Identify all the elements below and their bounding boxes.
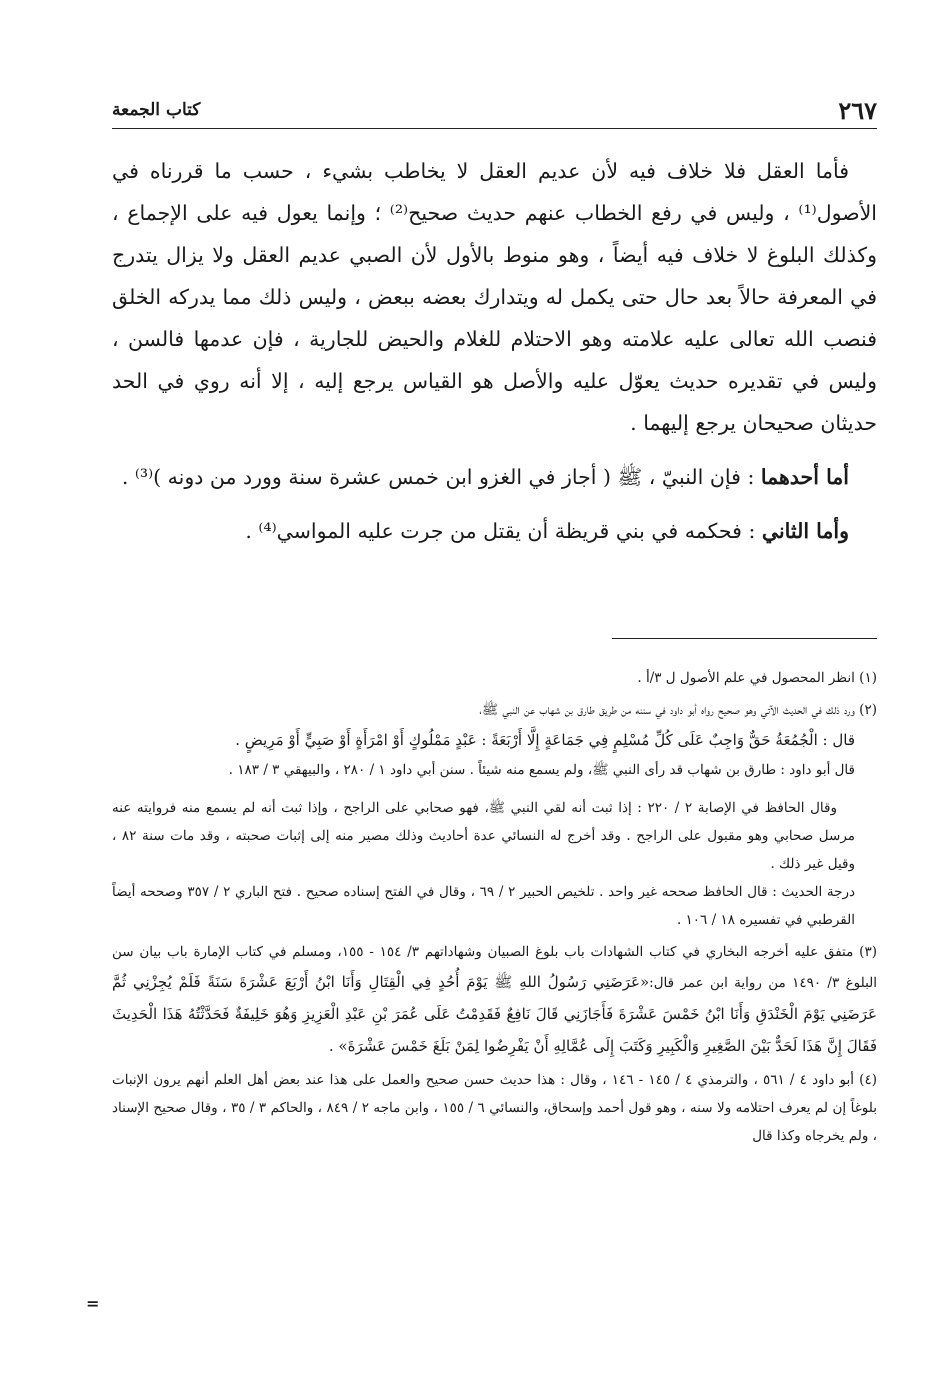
footnote-3 [112, 938, 877, 1062]
first-hadith-lead: أما أحدهما [760, 465, 849, 489]
footnote-3-hadith: «عَرَضَنِي رَسُولُ اللهِ ﷺ يَوْمَ أُحُدٍ فِي الْقِتَالِ وَأَنَا ابْنُ أَرْبَعَ عَشْرَةَ سَنَةً فَلَمْ يُجِزْنِي ثُمَّ عَرَضَنِي يَوْمَ الْخَنْدَقِ وَأَنَا ابْنُ خَمْسَ عَشْرَةَ فَأَجَازَنِي قَالَ نَافِعٌ فَقَدِمْتُ عَلَى عُمَرَ بْنِ عَبْدِ الْعَزِيزِ وَهُوَ خَلِيفَةٌ فَحَدَّثْتُهُ هَذَا الْحَدِيثَ فَقَالَ إِنَّ هَذَا لَحَدٌّ بَيْنَ الصَّغِيرِ وَالْكَبِيرِ وَكَتَبَ إِلَى عُمَّالِهِ أَنْ يَفْرِضُوا لِمَنْ بَلَغَ خَمْسَ عَشْرَةَ» . [112, 973, 877, 1055]
footnote-4-text: (٤) أبو داود ٤ / ٥٦١ ، والترمذي ٤ / ١٤٥ - ١٤٦ ، وقال : هذا حديث حسن صحيح والعمل على هذا عند بعض أهل العلم أنهم يرون الإنبات بلوغاً إن لم يعرف احتلامه ولا سنه ، وهو قول أحمد وإسحاق، والنسائي ٦ / ١٥٥ ، وابن ماجه ٢ / ٨٤٩ ، والحاكم ٣ / ٣٥ ، وقال صحيح الإسناد ، ولم يخرجاه وكذا قال [112, 1072, 877, 1144]
footnote-2-grade: درجة الحديث : قال الحافظ صححه غير واحد . تلخيص الحبير ٢ / ٦٩ ، وقال في الفتح إسناده صحيح . فتح الباري ٢ / ٣٥٧ وصححه أيضاً القرطبي في تفسيره ١٨ / ١٠٦ . [112, 884, 856, 928]
second-hadith-lead: وأما الثاني [761, 519, 849, 543]
paragraph-reason-and-puberty: فأما العقل فلا خلاف فيه لأن عديم العقل لا يخاطب بشيء ، حسب ما قررناه في الأصول⁽¹⁾ ، وليس في رفع الخطاب عنهم حديث صحيح⁽²⁾ ؛ وإنما يعول فيه على الإجماع ، وكذلك البلوغ لا خلاف فيه أيضاً ، وهو منوط بالأول لأن الصبي عديم العقل ولا يزال يتدرج في المعرفة حالاً بعد حال حتى يكمل له ويتدارك بعضه ببعض ، وليس ذلك مما يدركه الخلق فنصب الله تعالى عليه علامته وهو الاحتلام للغلام والحيض للجارية ، فإن عدمها فالسن ، وليس في تقديره حديث يعوّل عليه والأصل هو القياس يرجع إليه ، إلا أنه روي في الحد حديثان صحيحان يرجع إليهما . [112, 159, 877, 435]
second-hadith-text: : فحكمه في بني قريظة أن يقتل من جرت عليه المواسي⁽⁴⁾ . [245, 519, 762, 543]
footnote-2-hadith: قال : الْجُمُعَةُ حَقٌّ وَاجِبٌ عَلَى كُلِّ مُسْلِمٍ فِي جَمَاعَةٍ إِلَّا أَرْبَعَةً : عَبْدٍ مَمْلُوكٍ أَوْ امْرَأَةٍ أَوْ صَبِيٍّ أَوْ مَرِيضٍ . [235, 731, 855, 749]
footnote-3-text [112, 938, 877, 1062]
footnote-1 [112, 664, 877, 692]
running-title: كتاب الجمعة [112, 100, 201, 120]
footnote-2 [112, 696, 877, 934]
footnote-1-text: (١) انظر المحصول في علم الأصول ل ٣/أ . [637, 670, 877, 686]
page-header [112, 92, 877, 129]
paragraph-second-hadith [112, 510, 877, 552]
footnote-2-intro: (٢) ورد ذلك في الحديث الآتي وهو صحيح رواه أبو داود في سننه من طريق طارق بن شهاب عن النبي ﷺ، [479, 702, 877, 718]
footnote-2-hafiz: وقال الحافظ في الإصابة ٢ / ٢٢٠ : إذا ثبت أنه لقي النبي ﷺ، فهو صحابي على الراجح ، وإذا ثبت أنه لم يسمع منه فروايته عنه مرسل صحابي وهو مقبول على الراجح . وقد أخرج له النسائي عدة أحاديث وذلك مصير منه إلى إثبات صحبته ، وقد مات سنة ٨٢ ، وقيل غير ذلك . [112, 800, 855, 872]
continuation-mark: = [86, 1294, 100, 1313]
paragraph-first-hadith [112, 456, 877, 498]
footnote-4 [112, 1066, 877, 1150]
footnote-2-abu-dawud: قال أبو داود : طارق بن شهاب قد رأى النبي ﷺ، ولم يسمع منه شيئاً . سنن أبي داود ١ / ٢٨٠ ، والبيهقي ٣ / ١٨٣ . [228, 762, 855, 778]
footnotes [112, 664, 877, 1154]
footnote-3-source: (٣) متفق عليه أخرجه البخاري في كتاب الشهادات باب بلوغ الصبيان وشهاداتهم ٣/ ١٥٤ - ١٥٥، ومسلم في كتاب الإمارة باب بيان سن البلوغ ٣/ ١٤٩٠ من رواية ابن عمر قال: [112, 944, 878, 991]
first-hadith-text: : فإن النبيّ ، ﷺ ( أجاز في الغزو ابن خمس عشرة سنة وورد من دونه )⁽³⁾ . [121, 465, 761, 489]
main-text [112, 150, 877, 552]
footnote-separator [612, 638, 877, 639]
page-number: ٢٦٧ [838, 96, 877, 125]
